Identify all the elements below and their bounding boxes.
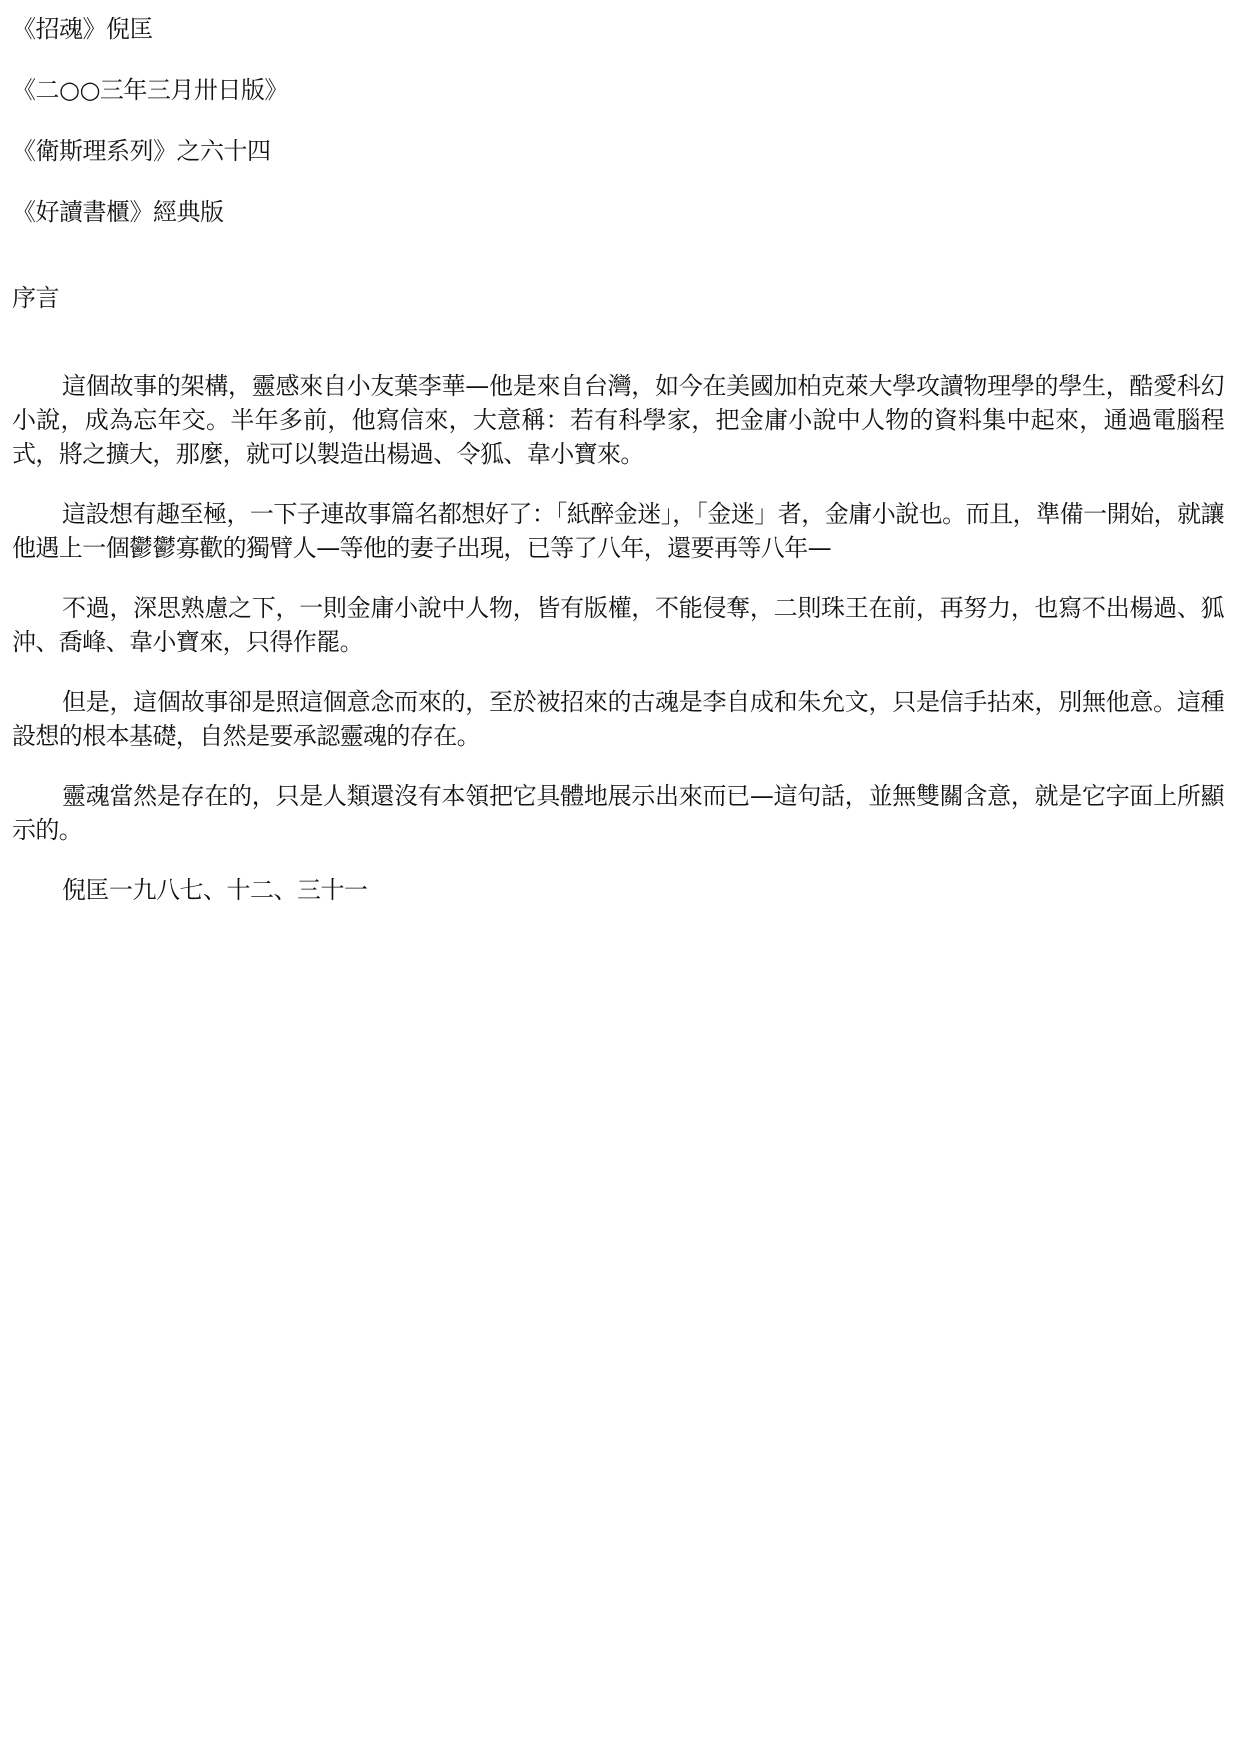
preface-body xyxy=(12,369,1224,907)
preface-signature: 倪匡一九八七、十二、三十一 xyxy=(62,876,368,904)
edition-line: 《二○○三年三月卅日版》 xyxy=(12,76,288,104)
preface-paragraph: 這個故事的架構，靈感來自小友葉李華—他是來自台灣，如今在美國加柏克萊大學攻讀物理學的學生，酷愛科幻小說，成為忘年交。半年多前，他寫信來，大意稱：若有科學家，把金庸小說中人物的資料集中起來，通過電腦程式，將之擴大，那麼，就可以製造出楊過、令狐、韋小寶來。 xyxy=(12,372,1224,468)
preface-paragraph: 這設想有趣至極，一下子連故事篇名都想好了：「紙醉金迷」，「金迷」者，金庸小說也。而且，準備一開始，就讓他遇上一個鬱鬱寡歡的獨臂人—等他的妻子出現，已等了八年，還要再等八年— xyxy=(12,500,1224,562)
publisher-line: 《好讀書櫃》經典版 xyxy=(12,198,224,226)
series-line: 《衛斯理系列》之六十四 xyxy=(12,137,271,165)
preface-paragraph: 但是，這個故事卻是照這個意念而來的，至於被招來的古魂是李自成和朱允文，只是信手拈來，別無他意。這種設想的根本基礎，自然是要承認靈魂的存在。 xyxy=(12,688,1224,750)
preface-paragraph: 靈魂當然是存在的，只是人類還沒有本領把它具體地展示出來而已—這句話，並無雙關含意，就是它字面上所顯示的。 xyxy=(12,782,1224,844)
preface-title: 序言 xyxy=(12,284,59,312)
book-title-line: 《招魂》倪匡 xyxy=(12,15,153,43)
preface-paragraph: 不過，深思熟慮之下，一則金庸小說中人物，皆有版權，不能侵奪，二則珠王在前，再努力，也寫不出楊過、狐沖、喬峰、韋小寶來，只得作罷。 xyxy=(12,594,1224,656)
